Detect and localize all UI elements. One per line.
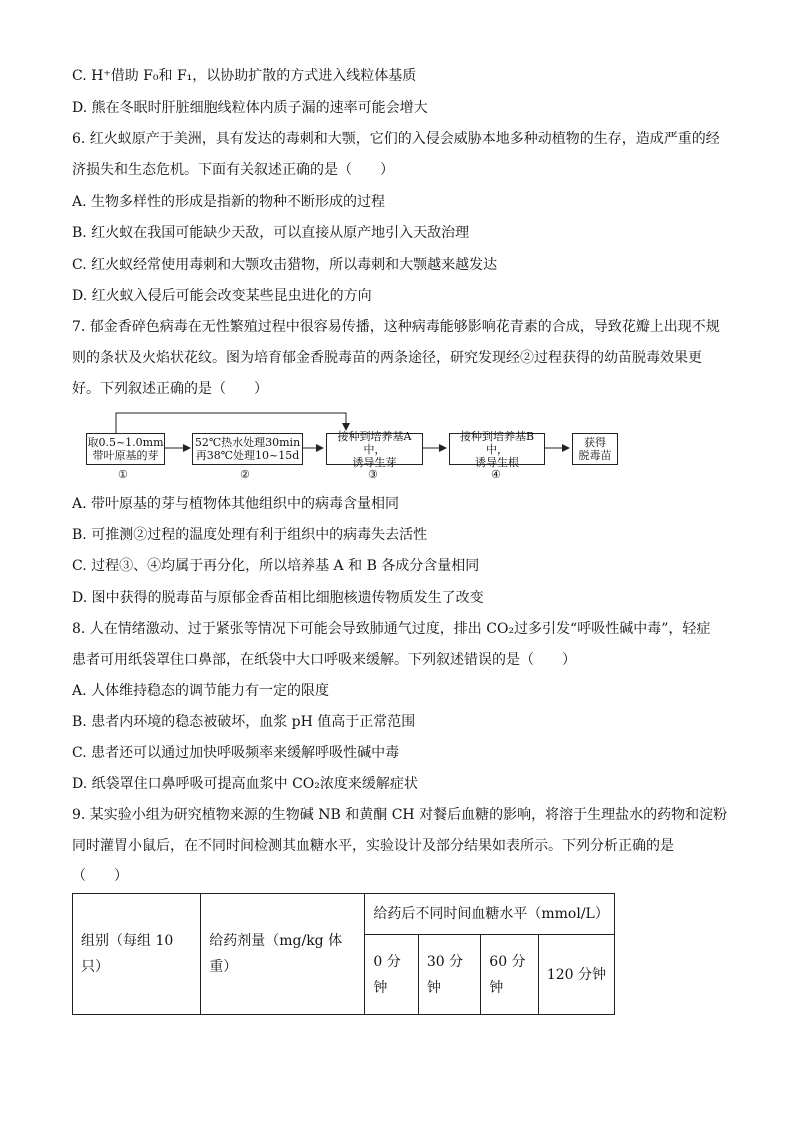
option-8b: B. 患者内环境的稳态被破坏，血浆 pH 值高于正常范围 <box>72 714 416 730</box>
flow-box-heat-treatment: 52℃热水处理30min 再38℃处理10~15d <box>192 433 303 465</box>
option-7c: C. 过程③、④均属于再分化，所以培养基 A 和 B 各成分含量相同 <box>72 558 480 574</box>
option-8d: D. 纸袋罩住口鼻呼吸可提高血浆中 CO₂浓度来缓解症状 <box>72 776 418 792</box>
flow-box-virus-free: 获得 脱毒苗 <box>572 433 618 465</box>
flow-caption-1: ① <box>118 468 128 481</box>
flow-caption-2: ② <box>240 468 250 481</box>
option-8a: A. 人体维持稳态的调节能力有一定的限度 <box>72 683 330 699</box>
question-8-stem: 8. 人在情绪激动、过于紧张等情况下可能会导致肺通气过度，排出 CO₂过多引发“呼吸性碱中毒”，轻症 <box>72 621 711 637</box>
question-7-stem-end: 好。下列叙述正确的是（ ） <box>72 381 268 397</box>
header-blood-glucose: 给药后不同时间血糖水平（mmol/L） <box>365 894 615 935</box>
option-5d: D. 熊在冬眠时肝脏细胞线粒体内质子漏的速率可能会增大 <box>72 100 428 116</box>
option-7a: A. 带叶原基的芽与植物体其他组织中的病毒含量相同 <box>72 496 400 512</box>
header-time-0: 0 分钟 <box>365 935 419 1015</box>
flow-box-medium-a: 接种到培养基A中， 诱导生芽 <box>326 433 423 465</box>
flow-caption-4: ④ <box>491 468 501 481</box>
option-6c: C. 红火蚁经常使用毒刺和大颚攻击猎物，所以毒刺和大颚越来越发达 <box>72 257 498 273</box>
option-7d: D. 图中获得的脱毒苗与原郁金香苗相比细胞核遗传物质发生了改变 <box>72 590 484 606</box>
question-9-stem: 9. 某实验小组为研究植物来源的生物碱 NB 和黄酮 CH 对餐后血糖的影响，将溶于生理盐水的药物和淀粉 <box>72 807 728 823</box>
experiment-table <box>72 893 615 1015</box>
flow-box-medium-b: 接种到培养基B中， 诱导生根 <box>449 433 545 465</box>
header-dose: 给药剂量（mg/kg 体重） <box>201 894 365 1015</box>
question-7-stem: 7. 郁金香碎色病毒在无性繁殖过程中很容易传播，这种病毒能够影响花青素的合成，导致花瓣上出现不规 <box>72 319 720 335</box>
header-time-30: 30 分钟 <box>418 935 480 1015</box>
question-6-stem: 6. 红火蚁原产于美洲，具有发达的毒刺和大颚，它们的入侵会威胁本地多种动植物的生存，造成严重的经 <box>72 131 720 147</box>
option-8c: C. 患者还可以通过加快呼吸频率来缓解呼吸性碱中毒 <box>72 745 400 761</box>
option-6a: A. 生物多样性的形成是指新的物种不断形成的过程 <box>72 194 386 210</box>
question-9-stem-cont: 同时灌胃小鼠后，在不同时间检测其血糖水平，实验设计及部分结果如表所示。下列分析正确的是 <box>72 838 674 854</box>
question-6-stem-cont: 济损失和生态危机。下面有关叙述正确的是（ ） <box>72 162 394 178</box>
question-8-stem-cont: 患者可用纸袋罩住口鼻部，在纸袋中大口呼吸来缓解。下列叙述错误的是（ ） <box>72 652 576 668</box>
option-6d: D. 红火蚁入侵后可能会改变某些昆虫进化的方向 <box>72 288 372 304</box>
flow-caption-3: ③ <box>368 468 378 481</box>
header-time-60: 60 分钟 <box>481 935 539 1015</box>
flow-box-bud: 取0.5~1.0mm 带叶原基的芽 <box>86 433 165 465</box>
question-7-stem-cont: 则的条状及火焰状花纹。图为培育郁金香脱毒苗的两条途径，研究发现经②过程获得的幼苗脱毒效果更 <box>72 350 702 366</box>
question-9-stem-end: （ ） <box>72 868 128 884</box>
header-time-120: 120 分钟 <box>538 935 614 1015</box>
option-7b: B. 可推测②过程的温度处理有利于组织中的病毒失去活性 <box>72 527 428 543</box>
option-6b: B. 红火蚁在我国可能缺少天敌，可以直接从原产地引入天敌治理 <box>72 225 470 241</box>
header-group: 组别（每组 10 只） <box>73 894 201 1015</box>
option-5c: C. H⁺借助 F₀和 F₁，以协助扩散的方式进入线粒体基质 <box>72 68 417 84</box>
